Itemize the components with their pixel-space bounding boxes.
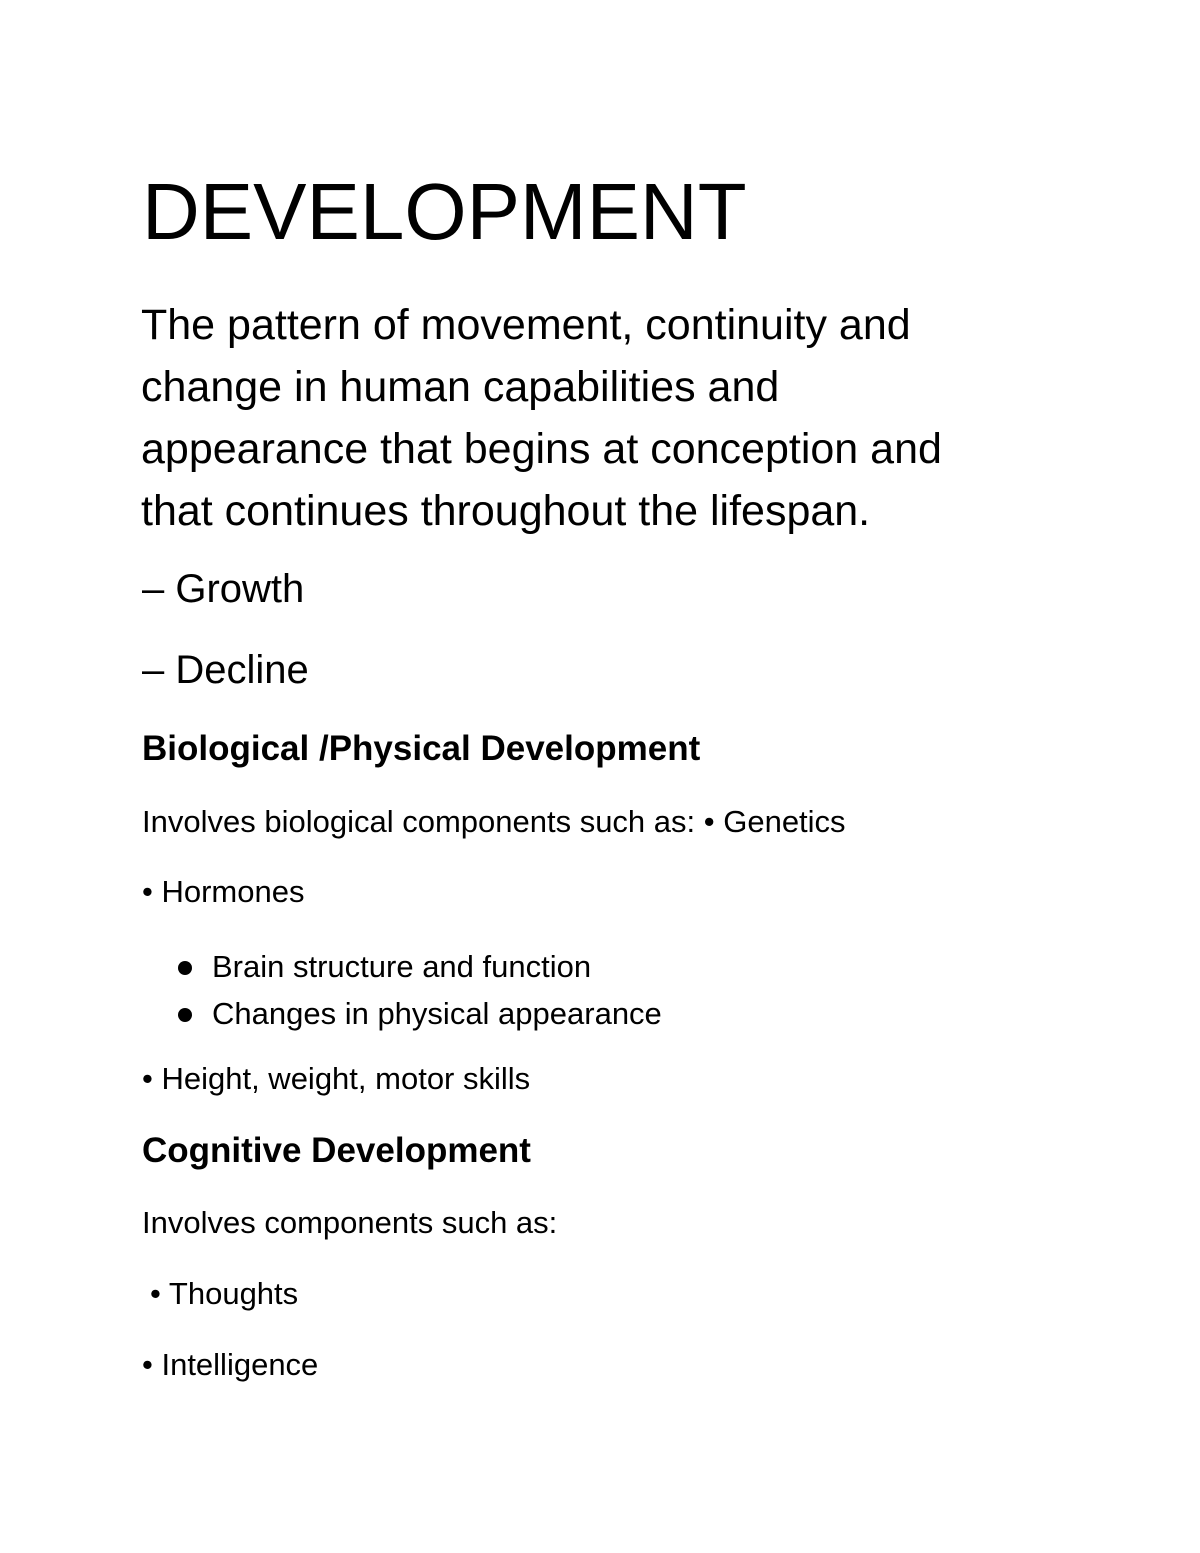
list-item	[178, 943, 662, 990]
definition-line: change in human capabilities and	[141, 363, 780, 411]
dash-item-growth: – Growth	[142, 567, 305, 611]
definition-line: that continues throughout the lifespan.	[141, 487, 871, 535]
list-item	[178, 990, 662, 1037]
page-title: DEVELOPMENT	[142, 167, 747, 256]
list-item-label: Brain structure and function	[212, 949, 592, 984]
bullet-icon	[178, 961, 192, 975]
definition-line: appearance that begins at conception and	[141, 425, 942, 473]
list-item-intelligence: • Intelligence	[142, 1347, 319, 1382]
list-item-height: • Height, weight, motor skills	[142, 1061, 531, 1096]
biological-heading: Biological /Physical Development	[142, 729, 701, 768]
list-item-label: Changes in physical appearance	[212, 996, 662, 1031]
list-item-thoughts: • Thoughts	[150, 1276, 299, 1311]
dash-item-decline: – Decline	[142, 648, 309, 692]
definition-paragraph	[141, 294, 1141, 542]
biological-sub-list	[178, 943, 662, 1037]
definition-line: The pattern of movement, continuity and	[141, 301, 911, 349]
cognitive-intro: Involves components such as:	[142, 1205, 558, 1240]
biological-intro: Involves biological components such as: • Genetics	[142, 804, 846, 839]
cognitive-heading: Cognitive Development	[142, 1131, 531, 1170]
list-item-hormones: • Hormones	[142, 874, 305, 909]
bullet-icon	[178, 1008, 192, 1022]
